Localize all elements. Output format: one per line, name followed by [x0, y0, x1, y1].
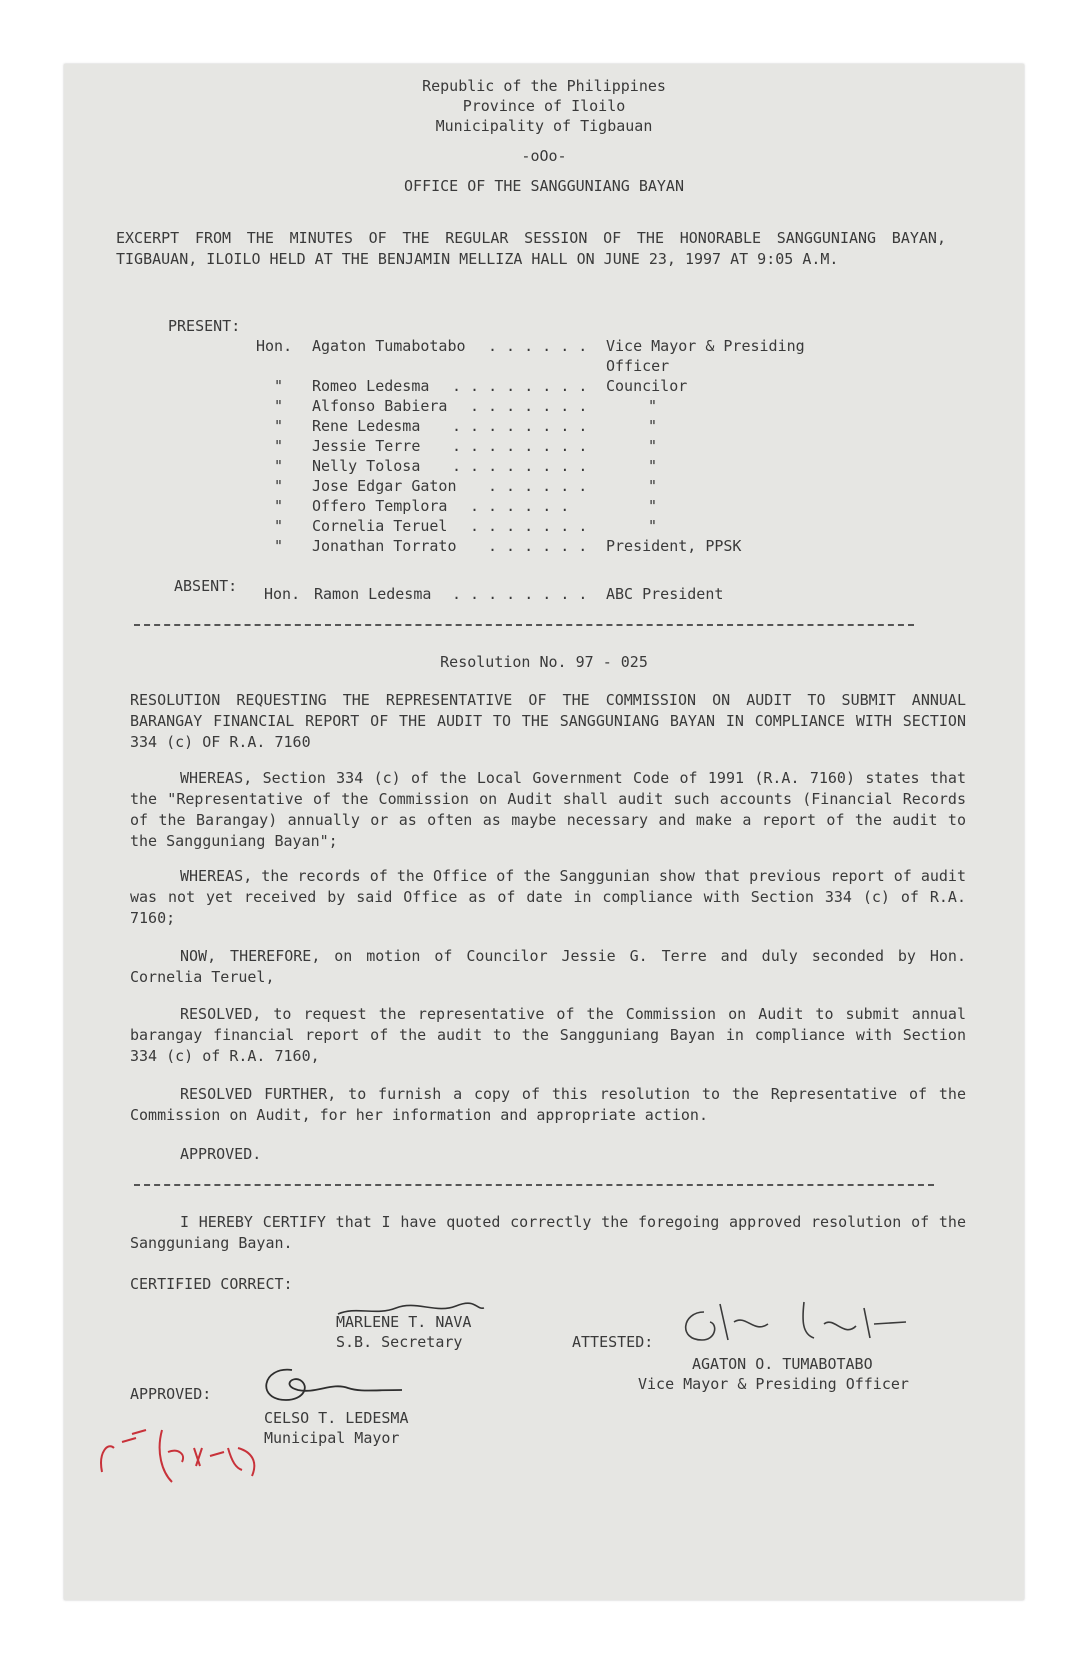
member-dots: . . . . . . . .	[452, 417, 588, 435]
mayor-signature	[252, 1360, 412, 1408]
document-page	[64, 64, 1024, 1600]
member-dots: . . . . . . .	[470, 397, 588, 415]
section-divider	[134, 624, 914, 626]
member-prefix: "	[274, 497, 284, 515]
member-position: Councilor	[606, 377, 688, 395]
member-position: "	[648, 517, 658, 535]
vice-mayor-signature	[674, 1294, 914, 1354]
vice-mayor-title: Vice Mayor & Presiding Officer	[638, 1375, 909, 1393]
member-name: Jose Edgar Gaton	[312, 477, 457, 495]
member-dots: . . . . . .	[470, 497, 570, 515]
absent-position: ABC President	[606, 585, 724, 603]
member-prefix: "	[274, 417, 284, 435]
vice-mayor-name: AGATON O. TUMABOTABO	[692, 1355, 873, 1373]
certification-paragraph: I HEREBY CERTIFY that I have quoted correctly the foregoing approved resolution of the Sangguniang Bayan.	[130, 1213, 966, 1252]
present-label: PRESENT:	[168, 317, 241, 335]
absent-label: ABSENT:	[174, 577, 238, 595]
member-dots: . . . . . . . .	[452, 437, 588, 455]
member-prefix: "	[274, 437, 284, 455]
resolution-title: RESOLUTION REQUESTING THE REPRESENTATIVE OF THE COMMISSION ON AUDIT TO SUBMIT ANNUAL BARANGAY FINANCIAL REPORT OF THE AUDIT TO THE SANGGUNIANG BAYAN IN COMPLIANCE WITH SECTION 334 (c) OF R.A. 7160	[130, 691, 966, 751]
resolution-number: Resolution No. 97 - 025	[440, 653, 648, 671]
member-prefix: "	[274, 517, 284, 535]
office-title: OFFICE OF THE SANGGUNIANG BAYAN	[404, 177, 684, 195]
member-dots: . . . . . .	[488, 537, 588, 555]
member-prefix: "	[274, 477, 284, 495]
member-position: President, PPSK	[606, 537, 742, 555]
header-separator: -oOo-	[521, 147, 567, 165]
whereas-paragraph-1: WHEREAS, Section 334 (c) of the Local Government Code of 1991 (R.A. 7160) states that the "Representative of the Commission on Audit shall audit such accounts (Financial Records of the Barangay) annually or as often as maybe necessary and make a report of the audit to the Sangguniang Bayan";	[130, 769, 966, 850]
member-dots: . . . . . . .	[470, 517, 588, 535]
resolved-paragraph: RESOLVED, to request the representative of the Commission on Audit to submit annual barangay financial report of the audit to the Sangguniang Bayan in compliance with Section 334 (c) of R.A. 7160,	[130, 1005, 966, 1065]
member-position: "	[648, 457, 658, 475]
excerpt-paragraph: EXCERPT FROM THE MINUTES OF THE REGULAR SESSION OF THE HONORABLE SANGGUNIANG BAYAN, TIGBAUAN, ILOILO HELD AT THE BENJAMIN MELLIZA HALL ON JUNE 23, 1997 AT 9:05 A.M.	[116, 229, 946, 268]
member-prefix: "	[274, 537, 284, 555]
secretary-name: MARLENE T. NAVA	[336, 1313, 472, 1331]
member-dots: . . . . . .	[488, 477, 588, 495]
mayor-name: CELSO T. LEDESMA	[264, 1409, 409, 1427]
red-handwritten-note	[92, 1412, 282, 1492]
certified-correct-label: CERTIFIED CORRECT:	[130, 1275, 293, 1293]
member-prefix: "	[274, 397, 284, 415]
member-position: "	[648, 497, 658, 515]
member-prefix: "	[274, 377, 284, 395]
member-prefix: Hon.	[256, 337, 293, 355]
whereas-paragraph-2: WHEREAS, the records of the Office of the Sanggunian show that previous report of audit was not yet received by said Office as of date in compliance with Section 334 (c) of R.A. 7160;	[130, 867, 966, 927]
member-position: "	[648, 437, 658, 455]
member-name: Nelly Tolosa	[312, 457, 421, 475]
resolved-further-paragraph: RESOLVED FURTHER, to furnish a copy of this resolution to the Representative of the Commission on Audit, for her information and appropriate action.	[130, 1085, 966, 1124]
member-position: "	[648, 477, 658, 495]
member-name: Jessie Terre	[312, 437, 421, 455]
member-dots: . . . . . .	[488, 337, 588, 355]
header-municipality: Municipality of Tigbauan	[435, 117, 653, 135]
secretary-title: S.B. Secretary	[336, 1333, 463, 1351]
member-name: Alfonso Babiera	[312, 397, 448, 415]
absent-name: Ramon Ledesma	[314, 585, 432, 603]
member-position: "	[648, 397, 658, 415]
member-name: Cornelia Teruel	[312, 517, 448, 535]
header-province: Province of Iloilo	[462, 97, 626, 115]
approved-label: APPROVED:	[130, 1385, 212, 1403]
member-prefix: "	[274, 457, 284, 475]
absent-prefix: Hon.	[264, 585, 301, 603]
member-position: "	[648, 417, 658, 435]
member-name: Offero Templora	[312, 497, 448, 515]
member-name: Agaton Tumabotabo	[312, 337, 466, 355]
member-position: Vice Mayor & Presiding	[606, 337, 805, 355]
member-name: Jonathan Torrato	[312, 537, 457, 555]
attested-label: ATTESTED:	[572, 1333, 654, 1351]
section-divider	[134, 1184, 934, 1186]
approved-text: APPROVED.	[180, 1145, 262, 1163]
absent-dots: . . . . . . . .	[452, 585, 588, 603]
member-name: Romeo Ledesma	[312, 377, 430, 395]
header-republic: Republic of the Philippines	[422, 77, 666, 95]
now-therefore-paragraph: NOW, THEREFORE, on motion of Councilor Jessie G. Terre and duly seconded by Hon. Cornelia Teruel,	[130, 947, 966, 986]
member-dots: . . . . . . . .	[452, 457, 588, 475]
member-dots: . . . . . . . .	[452, 377, 588, 395]
member-position: Officer	[606, 357, 670, 375]
member-name: Rene Ledesma	[312, 417, 421, 435]
mayor-title: Municipal Mayor	[264, 1429, 400, 1447]
